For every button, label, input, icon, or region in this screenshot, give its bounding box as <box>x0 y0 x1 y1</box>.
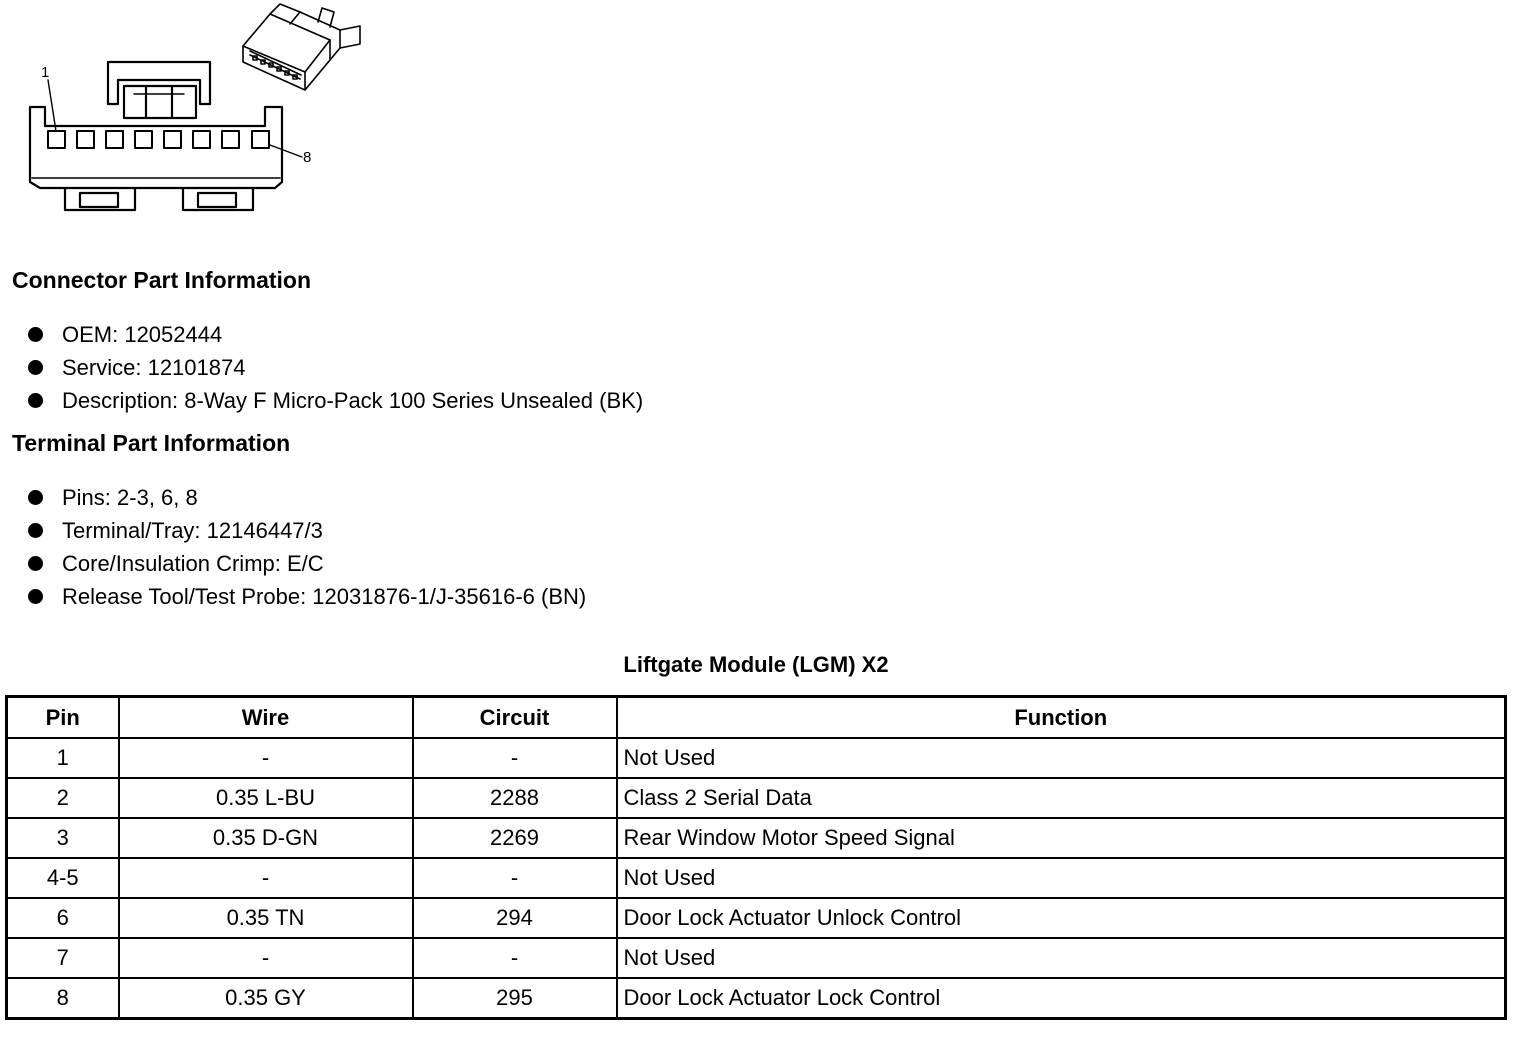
cell-pin: 8 <box>7 978 119 1019</box>
pin-label-first: 1 <box>41 64 50 81</box>
cell-wire: - <box>119 738 413 778</box>
cell-function: Not Used <box>617 738 1506 778</box>
cell-wire: 0.35 TN <box>119 898 413 938</box>
header-pin: Pin <box>7 697 119 739</box>
cell-pin: 6 <box>7 898 119 938</box>
table-title: Liftgate Module (LGM) X2 <box>623 652 889 677</box>
header-function: Function <box>617 697 1506 739</box>
cell-function: Rear Window Motor Speed Signal <box>617 818 1506 858</box>
terminal-tray: Terminal/Tray: 12146447/3 <box>62 517 323 543</box>
cell-pin: 1 <box>7 738 119 778</box>
connector-body <box>30 107 282 210</box>
cell-function: Not Used <box>617 858 1506 898</box>
bullet-icon <box>28 360 43 375</box>
terminal-pins: Pins: 2-3, 6, 8 <box>62 484 198 510</box>
cell-pin: 7 <box>7 938 119 978</box>
header-circuit: Circuit <box>413 697 617 739</box>
connector-part-list <box>28 318 643 417</box>
bullet-icon <box>28 327 43 342</box>
cell-function: Door Lock Actuator Lock Control <box>617 978 1506 1019</box>
connector-oem: OEM: 12052444 <box>62 321 223 347</box>
cell-function: Door Lock Actuator Unlock Control <box>617 898 1506 938</box>
cell-wire: 0.35 D-GN <box>119 818 413 858</box>
pin-label-last: 8 <box>303 149 312 166</box>
cell-wire: - <box>119 858 413 898</box>
cell-pin: 4-5 <box>7 858 119 898</box>
table-row <box>7 778 1506 818</box>
table-row <box>7 818 1506 858</box>
cell-circuit: 295 <box>413 978 617 1019</box>
table-header-row <box>7 697 1506 739</box>
cell-circuit: 294 <box>413 898 617 938</box>
bullet-icon <box>28 393 43 408</box>
cell-wire: 0.35 L-BU <box>119 778 413 818</box>
cell-circuit: 2288 <box>413 778 617 818</box>
list-item <box>28 481 586 514</box>
list-item <box>28 514 586 547</box>
list-item <box>28 384 643 417</box>
cell-circuit: - <box>413 938 617 978</box>
pinout-table <box>5 695 1507 1020</box>
bullet-icon <box>28 490 43 505</box>
table-row <box>7 738 1506 778</box>
terminal-part-list <box>28 481 586 613</box>
connector-latch <box>108 62 210 118</box>
table-row <box>7 858 1506 898</box>
list-item <box>28 547 586 580</box>
list-item <box>28 580 586 613</box>
table-row <box>7 938 1506 978</box>
connector-description: Description: 8-Way F Micro-Pack 100 Series Unsealed (BK) <box>62 387 644 413</box>
cell-pin: 3 <box>7 818 119 858</box>
cell-wire: 0.35 GY <box>119 978 413 1019</box>
terminal-crimp: Core/Insulation Crimp: E/C <box>62 550 324 576</box>
terminal-release-tool: Release Tool/Test Probe: 12031876-1/J-35616-6 (BN) <box>62 583 587 609</box>
cell-circuit: - <box>413 738 617 778</box>
cell-function: Class 2 Serial Data <box>617 778 1506 818</box>
cell-pin: 2 <box>7 778 119 818</box>
table-row <box>7 978 1506 1019</box>
list-item <box>28 351 643 384</box>
connector-face-diagram <box>0 0 400 220</box>
connector-part-heading: Connector Part Information <box>12 267 312 293</box>
connector-service: Service: 12101874 <box>62 354 246 380</box>
cell-circuit: - <box>413 858 617 898</box>
bullet-icon <box>28 589 43 604</box>
bullet-icon <box>28 556 43 571</box>
cell-circuit: 2269 <box>413 818 617 858</box>
bullet-icon <box>28 523 43 538</box>
list-item <box>28 318 643 351</box>
connector-isometric-view <box>243 4 360 90</box>
table-row <box>7 898 1506 938</box>
header-wire: Wire <box>119 697 413 739</box>
pin-cavities <box>48 131 269 148</box>
cell-function: Not Used <box>617 938 1506 978</box>
cell-wire: - <box>119 938 413 978</box>
terminal-part-heading: Terminal Part Information <box>12 430 291 456</box>
